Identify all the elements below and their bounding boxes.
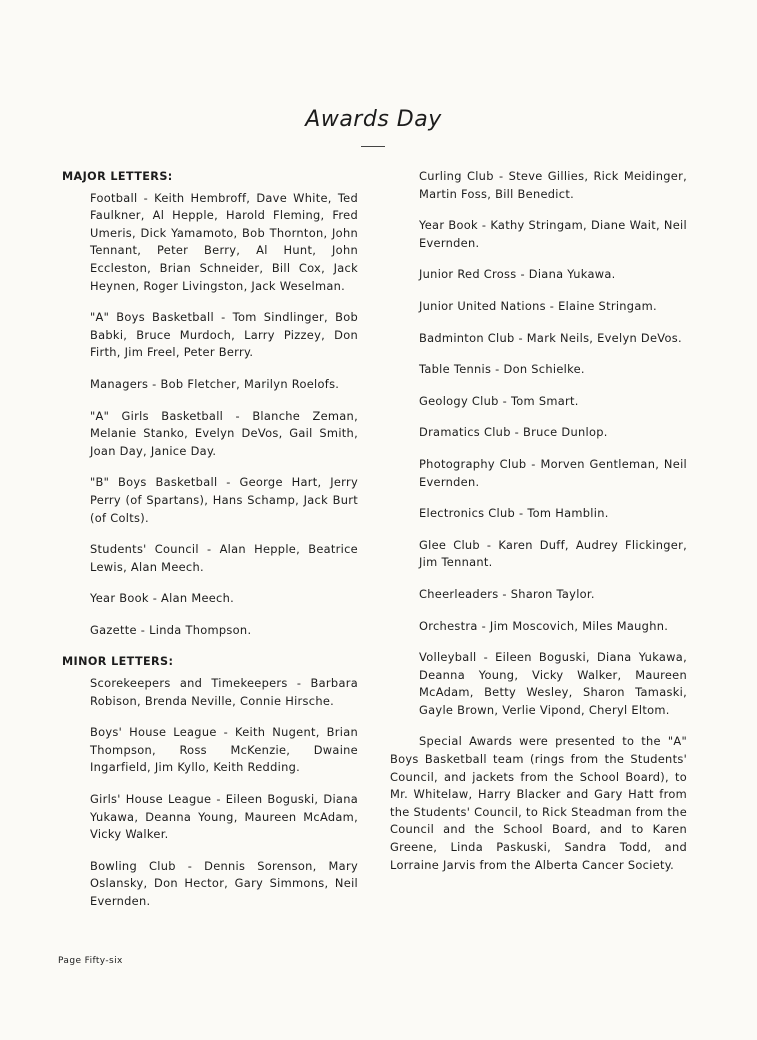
- right-column: [390, 168, 687, 874]
- special-awards-paragraph: Special Awards were presented to the "A" Boys Basketball team (rings from the Students' Council, and jackets from the School Board), to Mr. Whitelaw, Harry Blacker and Gary Hatt from the Students' Council, to Rick Steadman from the Council and the School Board, and to Karen Greene, Linda Paskuski, Sandra Todd, and Lorraine Jarvis from the Alberta Cancer Society.: [390, 734, 687, 872]
- award-entry: "A" Girls Basketball - Blanche Zeman, Melanie Stanko, Evelyn DeVos, Gail Smith, Joan Day, Janice Day.: [90, 408, 358, 458]
- award-entry: Girls' House League - Eileen Boguski, Diana Yukawa, Deanna Young, Maureen McAdam, Vicky Walker.: [90, 792, 358, 842]
- award-entry: Scorekeepers and Timekeepers - Barbara Robison, Brenda Neville, Connie Hirsche.: [90, 676, 358, 708]
- award-entry: Orchestra - Jim Moscovich, Miles Maughn.: [419, 618, 669, 633]
- award-entry: Year Book - Alan Meech.: [90, 591, 235, 606]
- award-entry: Junior Red Cross - Diana Yukawa.: [419, 267, 616, 282]
- minor-letters-heading: MINOR LETTERS:: [62, 655, 174, 669]
- award-entry: Table Tennis - Don Schielke.: [419, 362, 585, 377]
- award-entry: Glee Club - Karen Duff, Audrey Flickinger, Jim Tennant.: [419, 537, 687, 570]
- award-entry: Boys' House League - Keith Nugent, Brian Thompson, Ross McKenzie, Dwaine Ingarfield, Jim Kyllo, Keith Redding.: [90, 725, 358, 775]
- major-letters-heading: MAJOR LETTERS:: [62, 170, 173, 183]
- award-entry: Football - Keith Hembroff, Dave White, Ted Faulkner, Al Hepple, Harold Fleming, Fred Umeris, Dick Yamamoto, Bob Thornton, John Tennant, Peter Berry, Al Hunt, John Eccleston, Brian Schneider, Bill Cox, Jack Heynen, Roger Livingston, Jack Weselman.: [90, 190, 358, 293]
- title-divider: [361, 146, 385, 147]
- award-entry: Curling Club - Steve Gillies, Rick Meidinger, Martin Foss, Bill Benedict.: [419, 169, 687, 201]
- award-entry: "B" Boys Basketball - George Hart, Jerry Perry (of Spartans), Hans Schamp, Jack Burt (of Colts).: [90, 475, 358, 525]
- left-column: [62, 168, 358, 925]
- award-entry: Cheerleaders - Sharon Taylor.: [419, 586, 595, 601]
- award-entry: Junior United Nations - Elaine Stringam.: [419, 298, 657, 313]
- award-entry: Year Book - Kathy Stringam, Diane Wait, Neil Evernden.: [419, 218, 687, 250]
- award-entry: Photography Club - Morven Gentleman, Neil Evernden.: [419, 456, 687, 489]
- award-entry: Electronics Club - Tom Hamblin.: [419, 506, 609, 521]
- award-entry: Geology Club - Tom Smart.: [419, 393, 579, 408]
- award-entry: Volleyball - Eileen Boguski, Diana Yukawa, Deanna Young, Vicky Walker, Maureen McAdam, Betty Wesley, Sharon Tamaski, Gayle Brown, Verlie Vipond, Cheryl Eltom.: [419, 650, 687, 717]
- award-entry: Dramatics Club - Bruce Dunlop.: [419, 425, 608, 440]
- award-entry: Students' Council - Alan Hepple, Beatrice Lewis, Alan Meech.: [90, 542, 358, 574]
- award-entry: Managers - Bob Fletcher, Marilyn Roelofs.: [90, 376, 340, 391]
- award-entry: "A" Boys Basketball - Tom Sindlinger, Bob Babki, Bruce Murdoch, Larry Pizzey, Don Firth, Jim Freel, Peter Berry.: [90, 310, 358, 360]
- award-entry: Bowling Club - Dennis Sorenson, Mary Oslansky, Don Hector, Gary Simmons, Neil Evernden.: [90, 858, 358, 908]
- award-entry: Badminton Club - Mark Neils, Evelyn DeVos.: [419, 330, 682, 345]
- page-number: Page Fifty-six: [58, 956, 123, 966]
- award-entry: Gazette - Linda Thompson.: [90, 622, 252, 637]
- page-title: Awards Day: [305, 107, 442, 132]
